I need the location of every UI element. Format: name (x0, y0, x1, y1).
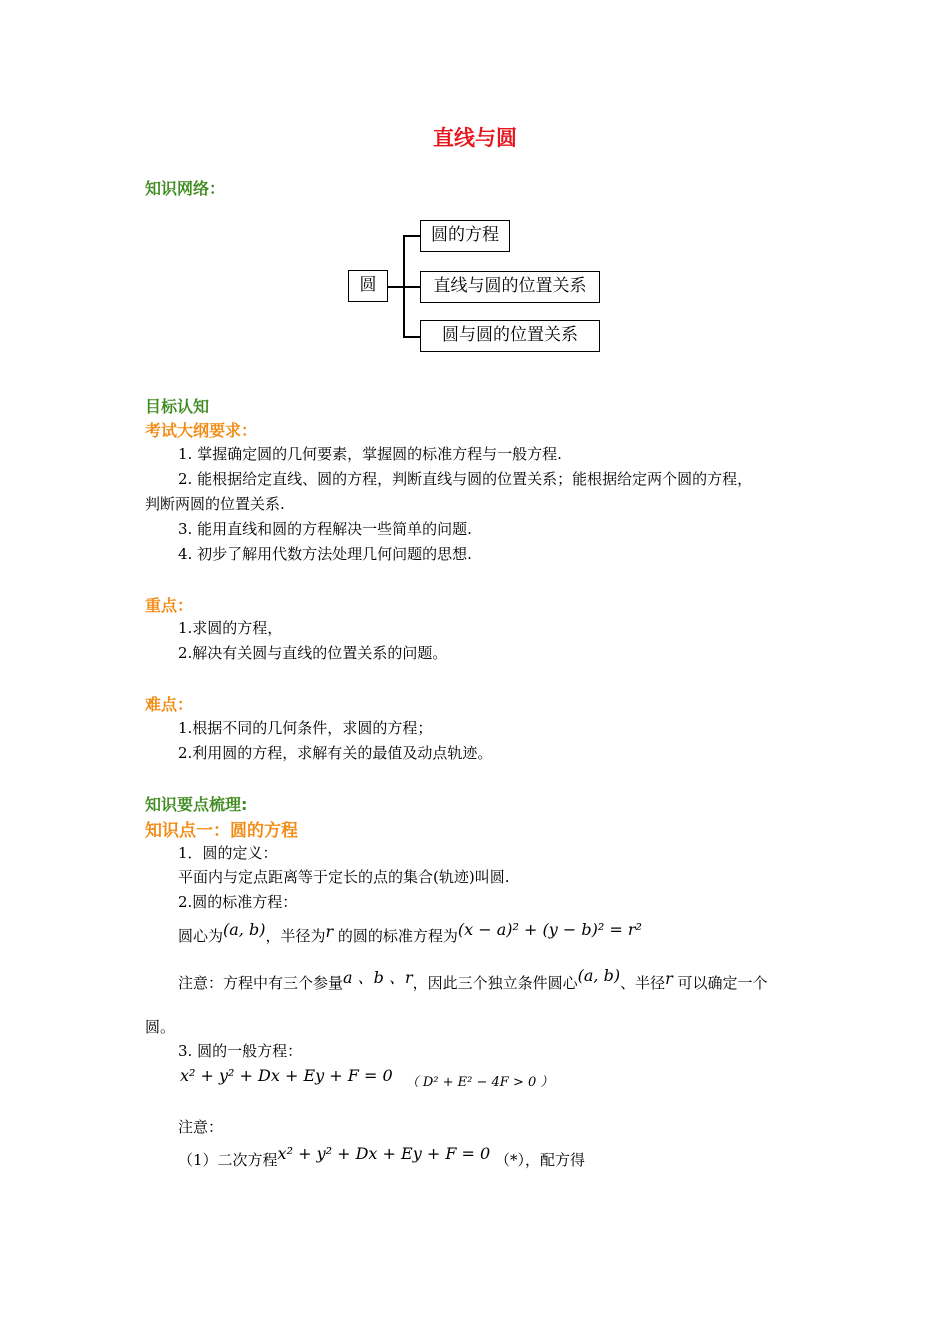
general-equation-label: 3. 圆的一般方程： (178, 1042, 303, 1060)
definition-label: 1．圆的定义： (178, 844, 278, 862)
point1-heading: 知识点一：圆的方程 (145, 821, 298, 841)
std-center: (a, b) (223, 920, 266, 939)
std-equation: (x − a)² + (y − b)² = r² (457, 920, 642, 939)
difficulty-1: 1.根据不同的几何条件，求圆的方程； (178, 719, 433, 737)
note2-label: 注意： (178, 1118, 224, 1136)
syllabus-item-3: 3. 能用直线和圆的方程解决一些简单的问题. (178, 520, 472, 538)
note1-text-d: 可以确定一个 (672, 974, 768, 992)
general-equation-condition: （ D² + E² − 4F > 0 ） (405, 1075, 554, 1090)
network-node-circle-equation: 圆的方程 (420, 220, 510, 252)
note2-text-b: （*），配方得 (490, 1151, 585, 1169)
key-point-1: 1.求圆的方程， (178, 619, 283, 637)
connector-child-3 (403, 336, 420, 338)
note2-line (178, 1144, 585, 1170)
summary-heading: 知识要点梳理: (145, 795, 248, 814)
key-points-heading: 重点： (145, 596, 194, 615)
std-prefix: 圆心为 (178, 927, 224, 945)
syllabus-item-2-cont: 判断两圆的位置关系. (145, 495, 285, 513)
note1-end: 圆。 (145, 1018, 176, 1036)
note1-radius: r (665, 969, 673, 988)
std-mid: ，半径为 (265, 927, 326, 945)
difficulties-heading: 难点： (145, 695, 194, 714)
difficulty-2: 2.利用圆的方程，求解有关的最值及动点轨迹。 (178, 744, 493, 762)
definition-text: 平面内与定点距离等于定长的点的集合(轨迹)叫圆. (178, 868, 510, 886)
connector-root (388, 286, 404, 288)
note2-equation: x² + y² + Dx + Ey + F = 0 (277, 1144, 491, 1163)
syllabus-heading: 考试大纲要求： (145, 421, 258, 440)
note1-text-b: ，因此三个独立条件圆心 (412, 974, 578, 992)
network-node-circle-circle: 圆与圆的位置关系 (420, 320, 600, 352)
network-root-node: 圆 (348, 270, 388, 302)
goals-heading: 目标认知 (145, 397, 210, 416)
syllabus-item-1: 1. 掌握确定圆的几何要素，掌握圆的标准方程与一般方程. (178, 445, 562, 463)
connector-child-1 (403, 235, 420, 237)
std-radius: r (325, 922, 334, 941)
syllabus-item-2: 2. 能根据给定直线、圆的方程，判断直线与圆的位置关系；能根据给定两个圆的方程， (178, 470, 753, 488)
general-equation: x² + y² + Dx + Ey + F = 0 (180, 1066, 393, 1085)
standard-equation-label: 2.圆的标准方程： (178, 893, 298, 911)
note1-text-a: 注意：方程中有三个参量 (178, 974, 344, 992)
note2-text-a: （1）二次方程 (178, 1151, 278, 1169)
key-point-2: 2.解决有关圆与直线的位置关系的问题。 (178, 644, 448, 662)
std-suffix: 的圆的标准方程为 (333, 927, 458, 945)
page-title: 直线与圆 (433, 126, 517, 150)
connector-child-2 (403, 286, 420, 288)
network-heading: 知识网络： (145, 179, 226, 198)
standard-equation-line (178, 920, 642, 946)
note1-center: (a, b) (577, 966, 621, 985)
syllabus-item-4: 4. 初步了解用代数方法处理几何问题的思想. (178, 545, 472, 563)
note1-text-c: 、半径 (620, 974, 666, 992)
note1-line (178, 966, 768, 993)
note1-params: a 、b 、r (343, 968, 413, 987)
knowledge-network-diagram (340, 210, 620, 360)
general-equation-line (180, 1066, 554, 1090)
network-node-line-circle: 直线与圆的位置关系 (420, 271, 600, 303)
